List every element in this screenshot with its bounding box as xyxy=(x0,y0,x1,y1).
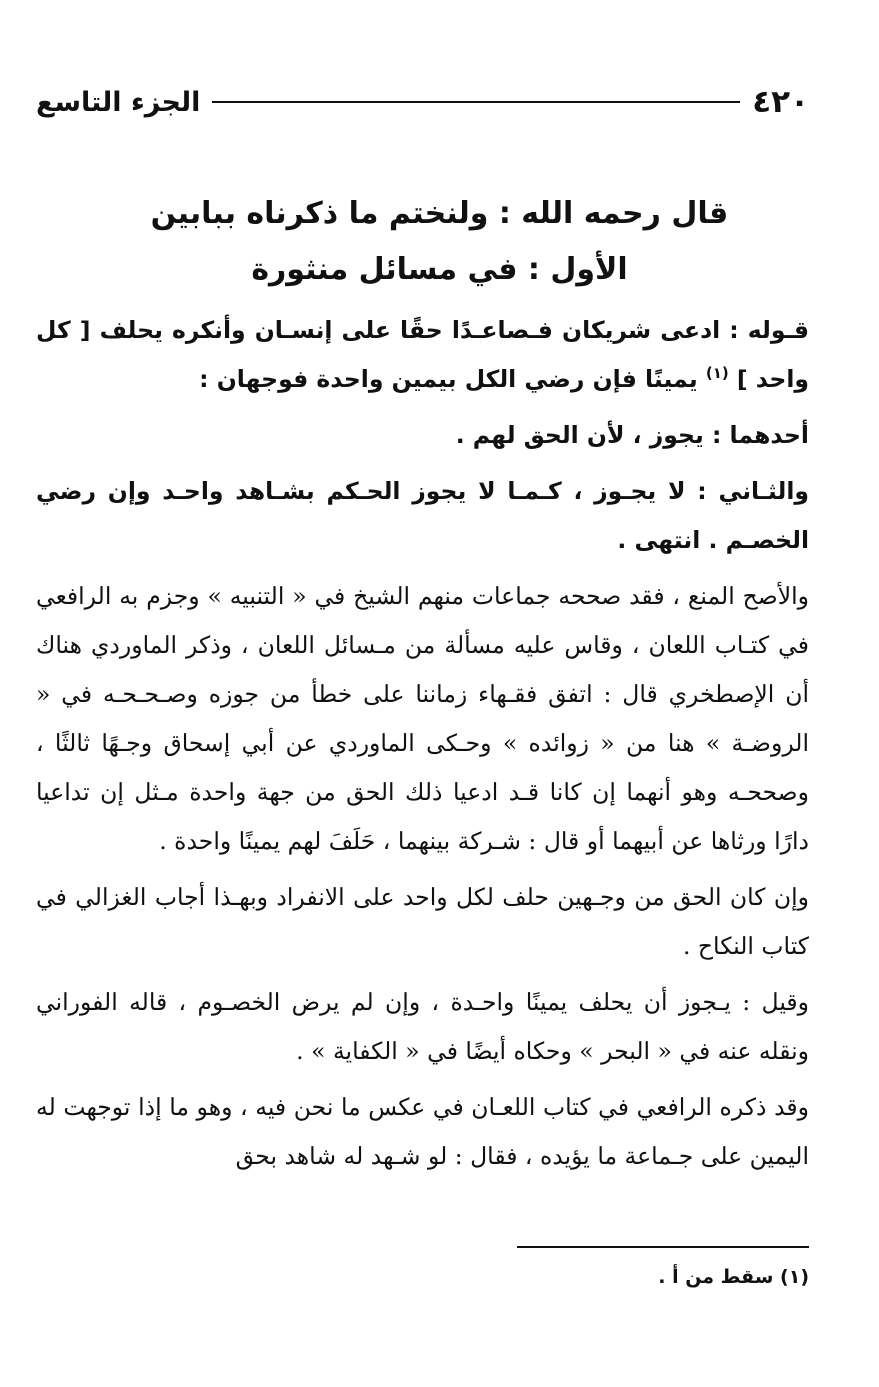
second-view-paragraph: والثـاني : لا يجـوز ، كـمـا لا يجوز الحـكم بشـاهد واحـد وإن رضي الخصـم . انتهى . xyxy=(36,477,809,554)
commentary-paragraph: والأصح المنع ، فقد صححه جماعات منهم الشيخ في « التنبيه » وجزم به الرافعي في كتـاب اللعان ، وقاس عليه مسألة من مـسائل اللعان ، وذكر الماوردي هناك أن الإصطخري قال : اتفق فقـهاء زماننا على خطأ من جوزه وصـحـحـه في « الروضـة » هنا من « زوائده » وحـكى الماوردي عن أبي إسحاق وجـهًا ثالثًا ، وصححـه وهو أنهما إن كانا قـد ادعيا ذلك الحق من جهة واحدة مـثل إن تداعيا دارًا ورثاها عن أبيهما أو قال : شـركة بينهما ، حَلَفَ لهم يمينًا واحدة . xyxy=(36,582,809,855)
header-rule xyxy=(212,101,740,103)
footnote-rule xyxy=(517,1246,809,1248)
heading-line-1: قال رحمه الله : ولنختم ما ذكرناه ببابين xyxy=(150,196,729,231)
running-header xyxy=(36,80,809,124)
commentary-paragraph: وقيل : يـجوز أن يحلف يمينًا واحـدة ، وإن لم يرض الخصـوم ، قاله الفوراني ونقله عنه في « البحر » وحكاه أيضًا في « الكفاية » . xyxy=(36,988,809,1065)
quoted-text-end: يمينًا فإن رضي الكل بيمين واحدة فوجهان : xyxy=(199,365,698,393)
quoted-text-start: قـوله : ادعى شريكان فـصاعـدًا حقًا على إنسـان وأنكره يحلف [ كل واحد ] xyxy=(36,316,809,393)
chapter-heading xyxy=(40,186,839,298)
body-text xyxy=(36,306,809,1181)
footnote: (١) سقط من أ . xyxy=(658,1266,809,1288)
volume-title: الجزء التاسع xyxy=(36,86,201,118)
commentary-paragraph: وقد ذكره الرافعي في كتاب اللعـان في عكس ما نحن فيه ، وهو ما إذا توجهت له اليمين على جـماعة ما يؤيده ، فقال : لو شـهد له شاهد بحق xyxy=(36,1093,809,1170)
quoted-text-paragraph xyxy=(36,306,809,404)
footnote-reference: (١) xyxy=(705,364,729,383)
page-number: ٤٢٠ xyxy=(752,84,809,120)
first-view-paragraph: أحدهما : يجوز ، لأن الحق لهم . xyxy=(455,421,809,449)
commentary-paragraph: وإن كان الحق من وجـهين حلف لكل واحد على الانفراد وبهـذا أجاب الغزالي في كتاب النكاح . xyxy=(36,883,809,960)
heading-line-2: الأول : في مسائل منثورة xyxy=(251,252,628,287)
